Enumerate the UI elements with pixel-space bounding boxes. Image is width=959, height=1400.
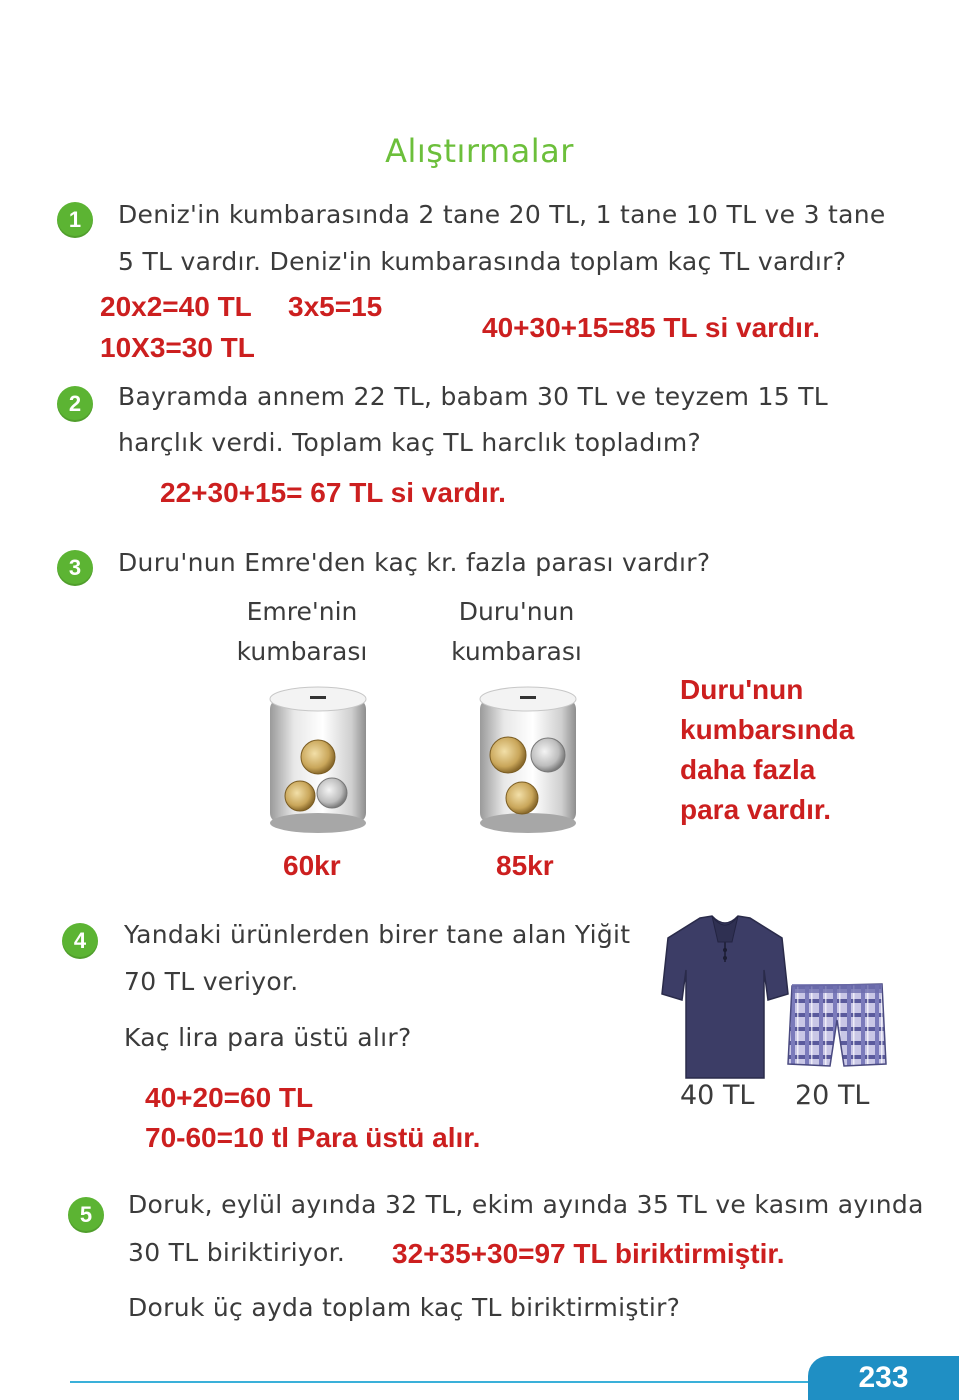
question-4-line-3: Kaç lira para üstü alır?	[124, 1023, 412, 1052]
answer-3-line-3: daha fazla	[680, 754, 816, 785]
question-5-line-2: 30 TL biriktiriyor.	[128, 1238, 346, 1267]
question-2-line-2: harçlık verdi. Toplam kaç TL harclık topladım?	[118, 428, 702, 457]
answer-3-line-1: Duru'nun	[680, 674, 804, 705]
question-2-badge: 2	[57, 386, 93, 422]
page-number: 233	[808, 1356, 959, 1400]
question-1-line-1: Deniz'in kumbarasında 2 tane 20 TL, 1 tane 10 TL ve 3 tane	[118, 200, 886, 229]
page-title: Alıştırmalar	[385, 132, 574, 170]
answer-3-line-2: kumbarsında	[680, 714, 855, 745]
answer-1-b: 3x5=15	[288, 291, 383, 322]
shorts-image	[786, 980, 888, 1068]
question-5-line-3: Doruk üç ayda toplam kaç TL biriktirmiştir?	[128, 1293, 681, 1322]
answer-1-c: 10X3=30 TL	[100, 332, 255, 363]
duru-bank-label-line-2: kumbarası	[451, 637, 582, 666]
question-4-line-1: Yandaki ürünlerden birer tane alan Yiğit	[124, 920, 631, 949]
emre-bank-value: 60kr	[283, 850, 341, 881]
answer-5: 32+35+30=97 TL biriktirmiştir.	[392, 1238, 785, 1269]
answer-4-b: 70-60=10 tl Para üstü alır.	[145, 1122, 481, 1153]
tshirt-price: 40 TL	[680, 1080, 755, 1111]
question-2-line-1: Bayramda annem 22 TL, babam 30 TL ve teyzem 15 TL	[118, 382, 829, 411]
duru-bank-value: 85kr	[496, 850, 554, 881]
duru-bank-label-line-1: Duru'nun	[458, 597, 575, 626]
emre-bank-label	[222, 592, 382, 672]
answer-4-a: 40+20=60 TL	[145, 1082, 314, 1113]
shorts-price: 20 TL	[795, 1080, 870, 1111]
emre-bank-label-line-2: kumbarası	[236, 637, 368, 666]
question-3-badge: 3	[57, 550, 93, 586]
emre-coin-bank-image	[266, 685, 370, 837]
answer-3	[680, 670, 854, 830]
question-1-badge: 1	[57, 202, 93, 238]
footer-divider	[70, 1381, 815, 1383]
question-1-line-2: 5 TL vardır. Deniz'in kumbarasında toplam kaç TL vardır?	[118, 247, 847, 276]
answer-1-d: 40+30+15=85 TL si vardır.	[482, 312, 821, 343]
answer-3-line-4: para vardır.	[680, 794, 831, 825]
question-3-line-1: Duru'nun Emre'den kaç kr. fazla parası vardır?	[118, 548, 711, 577]
answer-1-a: 20x2=40 TL	[100, 291, 252, 322]
answer-2: 22+30+15= 67 TL si vardır.	[160, 477, 506, 508]
duru-bank-label	[434, 592, 599, 672]
tshirt-image	[660, 912, 790, 1082]
emre-bank-label-line-1: Emre'nin	[246, 597, 358, 626]
duru-coin-bank-image	[476, 685, 580, 837]
question-5-badge: 5	[68, 1197, 104, 1233]
question-5-line-1: Doruk, eylül ayında 32 TL, ekim ayında 35 TL ve kasım ayında	[128, 1190, 924, 1219]
question-4-badge: 4	[62, 923, 98, 959]
question-4-line-2: 70 TL veriyor.	[124, 967, 299, 996]
